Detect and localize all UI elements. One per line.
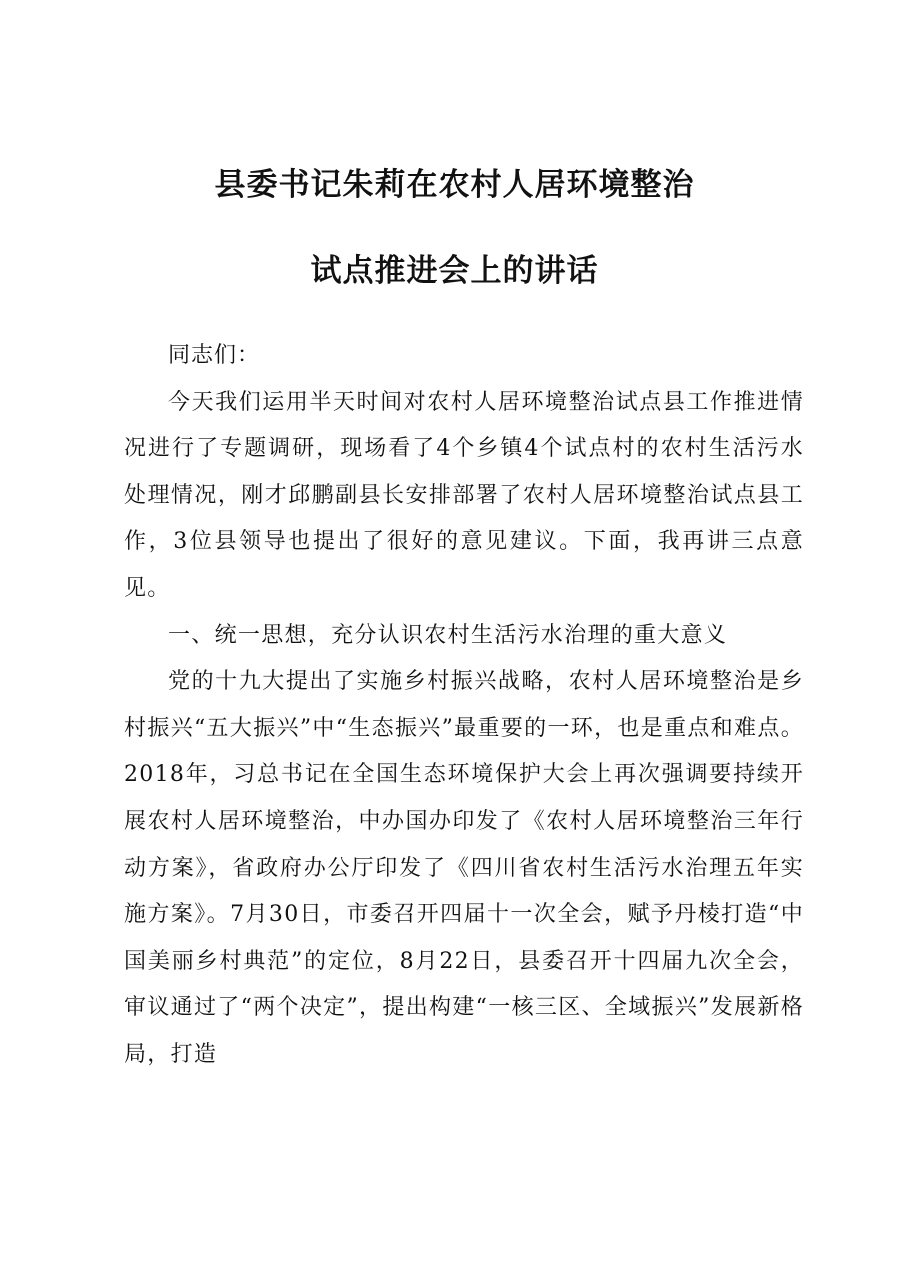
- document-body: [124, 333, 804, 1079]
- section-heading-1: 一、统一思想，充分认识农村生活污水治理的重大意义: [168, 622, 728, 648]
- document-title-line-2: 试点推进会上的讲话: [310, 253, 599, 289]
- paragraph-intro: 今天我们运用半天时间对农村人居环境整治试点县工作推进情况进行了专题调研，现场看了4个乡镇4个试点村的农村生活污水处理情况，刚才邱鹏副县长安排部署了农村人居环境整治试点县工作，3位县领导也提出了很好的意见建议。下面，我再讲三点意见。: [124, 389, 804, 601]
- greeting: 同志们：: [168, 343, 261, 368]
- paragraph-section-1: 党的十九大提出了实施乡村振兴战略，农村人居环境整治是乡村振兴“五大振兴”中“生态振兴”最重要的一环，也是重点和难点。2018年，习总书记在全国生态环境保护大会上再次强调要持续开展农村人居环境整治，中办国办印发了《农村人居环境整治三年行动方案》，省政府办公厅印发了《四川省农村生活污水治理五年实施方案》。7月30日，市委召开四届十一次全会，赋予丹棱打造“中国美丽乡村典范”的定位，8月22日，县委召开十四届九次全会，审议通过了“两个决定”，提出构建“一核三区、全域振兴”发展新格局，打造: [124, 669, 804, 1067]
- document-title-line-1: 县委书记朱莉在农村人居环境整治: [214, 167, 695, 203]
